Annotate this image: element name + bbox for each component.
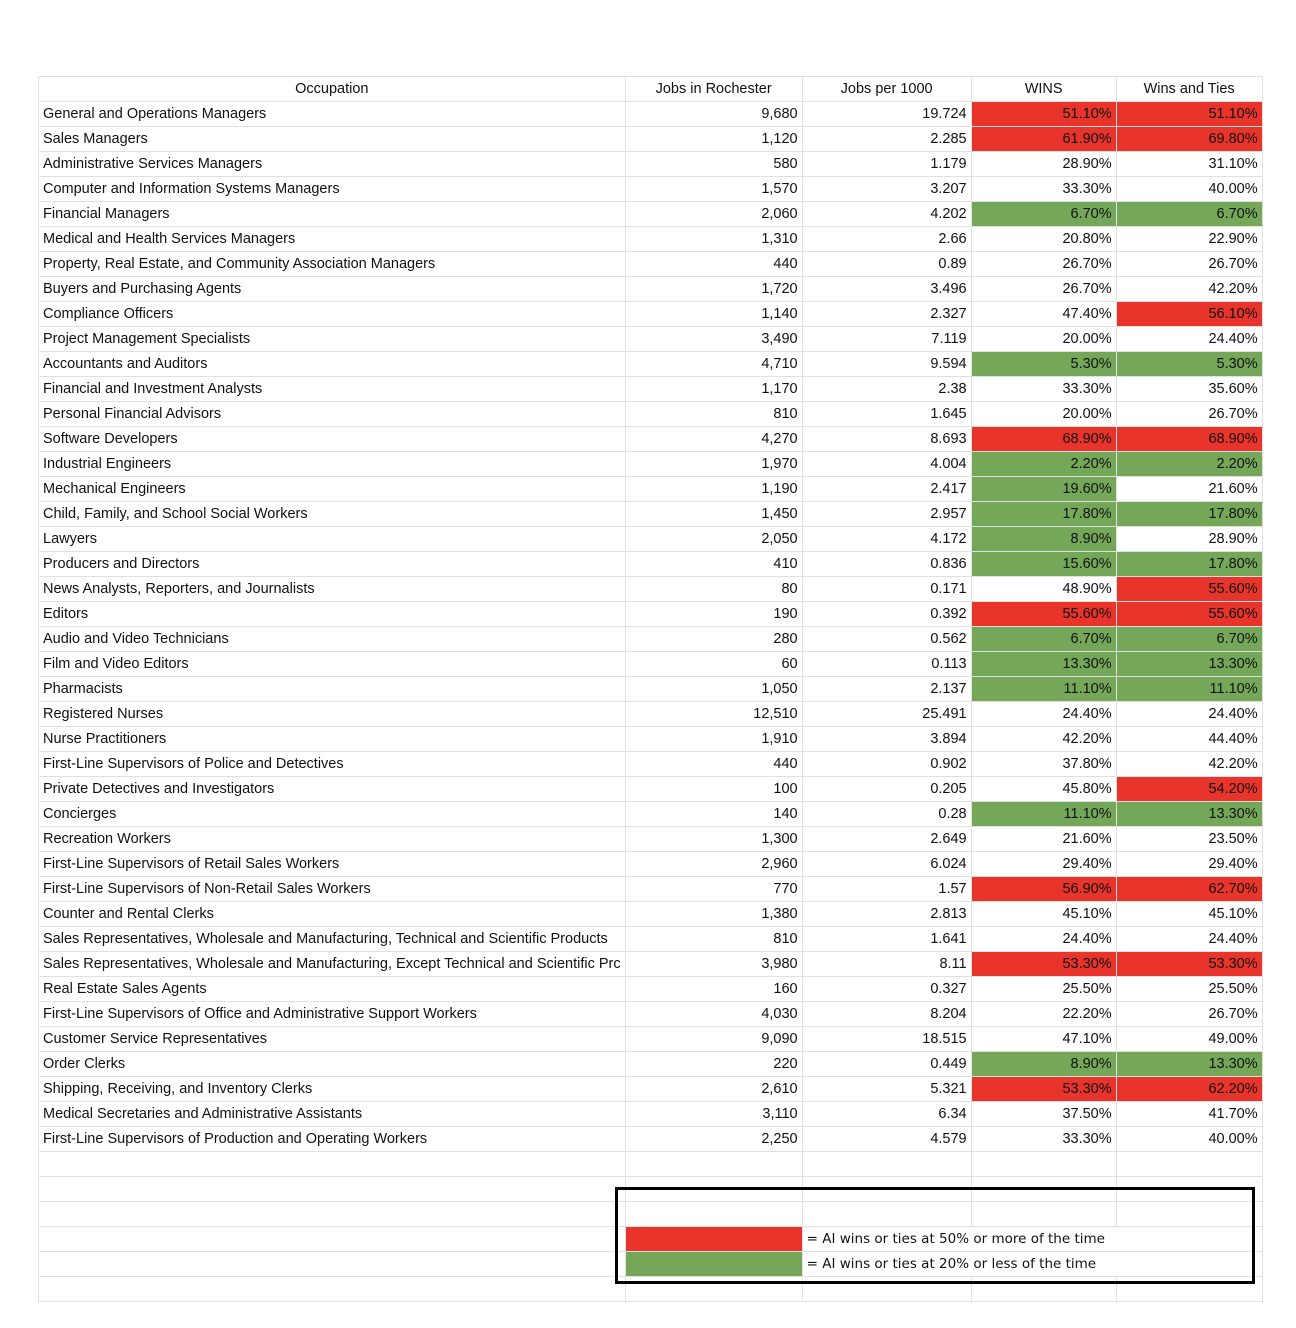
table-row <box>39 602 1263 627</box>
table-row <box>39 902 1263 927</box>
wins-cell[interactable]: 24.40% <box>971 702 1116 727</box>
empty-cell[interactable] <box>39 1227 626 1252</box>
table-row <box>39 152 1263 177</box>
wins-ties-cell[interactable]: 68.90% <box>1116 427 1262 452</box>
occupation-cell[interactable]: Accountants and Auditors <box>39 352 626 377</box>
wins-ties-cell[interactable]: 55.60% <box>1116 577 1262 602</box>
wins-cell[interactable]: 55.60% <box>971 602 1116 627</box>
wins-cell[interactable]: 21.60% <box>971 827 1116 852</box>
table-row <box>39 852 1263 877</box>
legend-row <box>39 1252 1263 1277</box>
table-row <box>39 127 1263 152</box>
occupation-cell[interactable]: First-Line Supervisors of Police and Detectives <box>39 752 626 777</box>
wins-ties-cell[interactable]: 56.10% <box>1116 302 1262 327</box>
occupation-cell[interactable]: Lawyers <box>39 527 626 552</box>
wins-cell[interactable]: 45.80% <box>971 777 1116 802</box>
table-row <box>39 452 1263 477</box>
wins-cell[interactable]: 28.90% <box>971 152 1116 177</box>
wins-ties-cell[interactable]: 40.00% <box>1116 1127 1262 1152</box>
wins-ties-cell[interactable]: 6.70% <box>1116 202 1262 227</box>
occupation-cell[interactable]: Administrative Services Managers <box>39 152 626 177</box>
jobs-cell[interactable]: 280 <box>625 627 802 652</box>
wins-cell[interactable]: 6.70% <box>971 202 1116 227</box>
empty-cell[interactable] <box>39 1177 626 1202</box>
table-row <box>39 102 1263 127</box>
wins-ties-cell[interactable]: 23.50% <box>1116 827 1262 852</box>
occupation-cell[interactable]: Property, Real Estate, and Community Association Managers <box>39 252 626 277</box>
jobs-cell[interactable]: 410 <box>625 552 802 577</box>
wins-ties-cell[interactable]: 5.30% <box>1116 352 1262 377</box>
jobs-cell[interactable]: 60 <box>625 652 802 677</box>
per1000-cell[interactable]: 3.894 <box>802 727 971 752</box>
empty-cell[interactable] <box>971 1277 1116 1302</box>
wins-ties-cell[interactable]: 62.70% <box>1116 877 1262 902</box>
jobs-cell[interactable]: 1,720 <box>625 277 802 302</box>
wins-cell[interactable]: 37.50% <box>971 1102 1116 1127</box>
occupation-cell[interactable]: Mechanical Engineers <box>39 477 626 502</box>
occupation-cell[interactable]: First-Line Supervisors of Retail Sales Workers <box>39 852 626 877</box>
empty-cell[interactable] <box>625 1152 802 1177</box>
occupation-cell[interactable]: Compliance Officers <box>39 302 626 327</box>
occupation-cell[interactable]: Buyers and Purchasing Agents <box>39 277 626 302</box>
empty-cell[interactable] <box>802 1152 971 1177</box>
spreadsheet-body <box>39 77 1263 1302</box>
occupation-cell[interactable]: Computer and Information Systems Managers <box>39 177 626 202</box>
wins-ties-cell[interactable]: 6.70% <box>1116 627 1262 652</box>
wins-cell[interactable]: 5.30% <box>971 352 1116 377</box>
empty-cell[interactable] <box>802 1202 971 1227</box>
per1000-cell[interactable]: 0.327 <box>802 977 971 1002</box>
occupation-cell[interactable]: Sales Representatives, Wholesale and Manufacturing, Except Technical and Scientific Prc <box>39 952 626 977</box>
empty-row <box>39 1202 1263 1227</box>
occupation-cell[interactable]: Private Detectives and Investigators <box>39 777 626 802</box>
wins-cell[interactable]: 47.40% <box>971 302 1116 327</box>
wins-ties-cell[interactable]: 25.50% <box>1116 977 1262 1002</box>
wins-ties-cell[interactable]: 24.40% <box>1116 702 1262 727</box>
occupation-cell[interactable]: Financial Managers <box>39 202 626 227</box>
per1000-cell[interactable]: 4.004 <box>802 452 971 477</box>
wins-ties-cell[interactable]: 41.70% <box>1116 1102 1262 1127</box>
per1000-cell[interactable]: 0.171 <box>802 577 971 602</box>
jobs-cell[interactable]: 2,250 <box>625 1127 802 1152</box>
wins-cell[interactable]: 48.90% <box>971 577 1116 602</box>
wins-cell[interactable]: 20.80% <box>971 227 1116 252</box>
per1000-cell[interactable]: 0.392 <box>802 602 971 627</box>
wins-cell[interactable]: 19.60% <box>971 477 1116 502</box>
jobs-cell[interactable]: 1,450 <box>625 502 802 527</box>
per1000-cell[interactable]: 4.172 <box>802 527 971 552</box>
wins-ties-cell[interactable]: 21.60% <box>1116 477 1262 502</box>
jobs-cell[interactable]: 1,050 <box>625 677 802 702</box>
wins-cell[interactable]: 42.20% <box>971 727 1116 752</box>
wins-cell[interactable]: 33.30% <box>971 1127 1116 1152</box>
jobs-cell[interactable]: 4,030 <box>625 1002 802 1027</box>
table-row <box>39 777 1263 802</box>
occupation-cell[interactable]: Industrial Engineers <box>39 452 626 477</box>
wins-cell[interactable]: 20.00% <box>971 327 1116 352</box>
wins-ties-cell[interactable]: 26.70% <box>1116 1002 1262 1027</box>
empty-cell[interactable] <box>39 1202 626 1227</box>
header-wins-ties[interactable]: Wins and Ties <box>1116 77 1262 102</box>
occupation-cell[interactable]: Child, Family, and School Social Workers <box>39 502 626 527</box>
empty-cell[interactable] <box>802 1177 971 1202</box>
occupation-cell[interactable]: Order Clerks <box>39 1052 626 1077</box>
jobs-cell[interactable]: 2,050 <box>625 527 802 552</box>
wins-cell[interactable]: 2.20% <box>971 452 1116 477</box>
jobs-cell[interactable]: 1,570 <box>625 177 802 202</box>
empty-cell[interactable] <box>802 1277 971 1302</box>
jobs-cell[interactable]: 1,190 <box>625 477 802 502</box>
wins-cell[interactable]: 25.50% <box>971 977 1116 1002</box>
wins-ties-cell[interactable]: 13.30% <box>1116 1052 1262 1077</box>
per1000-cell[interactable]: 2.649 <box>802 827 971 852</box>
empty-cell[interactable] <box>1116 1152 1262 1177</box>
wins-ties-cell[interactable]: 24.40% <box>1116 327 1262 352</box>
occupation-cell[interactable]: Financial and Investment Analysts <box>39 377 626 402</box>
table-row <box>39 927 1263 952</box>
table-row <box>39 302 1263 327</box>
table-row <box>39 327 1263 352</box>
spreadsheet-table <box>38 76 1263 1302</box>
jobs-cell[interactable]: 440 <box>625 752 802 777</box>
per1000-cell[interactable]: 1.645 <box>802 402 971 427</box>
per1000-cell[interactable]: 2.957 <box>802 502 971 527</box>
table-row <box>39 227 1263 252</box>
wins-ties-cell[interactable]: 26.70% <box>1116 252 1262 277</box>
occupation-cell[interactable]: Counter and Rental Clerks <box>39 902 626 927</box>
jobs-cell[interactable]: 140 <box>625 802 802 827</box>
wins-cell[interactable]: 47.10% <box>971 1027 1116 1052</box>
table-row <box>39 252 1263 277</box>
occupation-cell[interactable]: First-Line Supervisors of Production and Operating Workers <box>39 1127 626 1152</box>
jobs-cell[interactable]: 440 <box>625 252 802 277</box>
header-row <box>39 77 1263 102</box>
wins-cell[interactable]: 56.90% <box>971 877 1116 902</box>
wins-ties-cell[interactable]: 53.30% <box>1116 952 1262 977</box>
table-row <box>39 977 1263 1002</box>
wins-ties-cell[interactable]: 13.30% <box>1116 652 1262 677</box>
empty-row <box>39 1277 1263 1302</box>
jobs-cell[interactable]: 12,510 <box>625 702 802 727</box>
empty-cell[interactable] <box>1116 1252 1262 1277</box>
table-row <box>39 577 1263 602</box>
jobs-cell[interactable]: 3,110 <box>625 1102 802 1127</box>
wins-ties-cell[interactable]: 55.60% <box>1116 602 1262 627</box>
table-row <box>39 1027 1263 1052</box>
table-row <box>39 1052 1263 1077</box>
per1000-cell[interactable]: 8.204 <box>802 1002 971 1027</box>
table-row <box>39 177 1263 202</box>
legend-label: = AI wins or ties at 20% or less of the time <box>802 1252 1116 1277</box>
jobs-cell[interactable]: 3,490 <box>625 327 802 352</box>
wins-ties-cell[interactable]: 31.10% <box>1116 152 1262 177</box>
wins-ties-cell[interactable]: 26.70% <box>1116 402 1262 427</box>
wins-ties-cell[interactable]: 42.20% <box>1116 277 1262 302</box>
per1000-cell[interactable]: 18.515 <box>802 1027 971 1052</box>
wins-ties-cell[interactable]: 28.90% <box>1116 527 1262 552</box>
occupation-cell[interactable]: Personal Financial Advisors <box>39 402 626 427</box>
wins-ties-cell[interactable]: 45.10% <box>1116 902 1262 927</box>
wins-cell[interactable]: 51.10% <box>971 102 1116 127</box>
jobs-cell[interactable]: 220 <box>625 1052 802 1077</box>
wins-ties-cell[interactable]: 35.60% <box>1116 377 1262 402</box>
occupation-cell[interactable]: Medical and Health Services Managers <box>39 227 626 252</box>
jobs-cell[interactable]: 2,610 <box>625 1077 802 1102</box>
occupation-cell[interactable]: Producers and Directors <box>39 552 626 577</box>
jobs-cell[interactable]: 1,120 <box>625 127 802 152</box>
empty-cell[interactable] <box>1116 1227 1262 1252</box>
occupation-cell[interactable]: First-Line Supervisors of Office and Administrative Support Workers <box>39 1002 626 1027</box>
wins-cell[interactable]: 33.30% <box>971 377 1116 402</box>
empty-cell[interactable] <box>1116 1277 1262 1302</box>
empty-cell[interactable] <box>1116 1202 1262 1227</box>
per1000-cell[interactable]: 6.024 <box>802 852 971 877</box>
table-row <box>39 202 1263 227</box>
table-row <box>39 952 1263 977</box>
legend-row <box>39 1227 1263 1252</box>
per1000-cell[interactable]: 1.641 <box>802 927 971 952</box>
wins-cell[interactable]: 22.20% <box>971 1002 1116 1027</box>
empty-cell[interactable] <box>971 1152 1116 1177</box>
wins-cell[interactable]: 8.90% <box>971 1052 1116 1077</box>
per1000-cell[interactable]: 2.66 <box>802 227 971 252</box>
per1000-cell[interactable]: 0.562 <box>802 627 971 652</box>
table-row <box>39 1077 1263 1102</box>
wins-cell[interactable]: 11.10% <box>971 802 1116 827</box>
table-row <box>39 677 1263 702</box>
wins-cell[interactable]: 13.30% <box>971 652 1116 677</box>
wins-cell[interactable]: 45.10% <box>971 902 1116 927</box>
table-row <box>39 427 1263 452</box>
jobs-cell[interactable]: 1,140 <box>625 302 802 327</box>
occupation-cell[interactable]: Sales Managers <box>39 127 626 152</box>
table-row <box>39 652 1263 677</box>
per1000-cell[interactable]: 5.321 <box>802 1077 971 1102</box>
wins-ties-cell[interactable]: 51.10% <box>1116 102 1262 127</box>
per1000-cell[interactable]: 4.202 <box>802 202 971 227</box>
occupation-cell[interactable]: Registered Nurses <box>39 702 626 727</box>
occupation-cell[interactable]: Project Management Specialists <box>39 327 626 352</box>
per1000-cell[interactable]: 3.496 <box>802 277 971 302</box>
per1000-cell[interactable]: 2.813 <box>802 902 971 927</box>
table-row <box>39 1102 1263 1127</box>
wins-cell[interactable]: 26.70% <box>971 252 1116 277</box>
per1000-cell[interactable]: 8.11 <box>802 952 971 977</box>
table-row <box>39 802 1263 827</box>
table-row <box>39 627 1263 652</box>
per1000-cell[interactable]: 9.594 <box>802 352 971 377</box>
wins-ties-cell[interactable]: 13.30% <box>1116 802 1262 827</box>
per1000-cell[interactable]: 7.119 <box>802 327 971 352</box>
wins-ties-cell[interactable]: 24.40% <box>1116 927 1262 952</box>
table-row <box>39 1002 1263 1027</box>
occupation-cell[interactable]: General and Operations Managers <box>39 102 626 127</box>
jobs-cell[interactable]: 80 <box>625 577 802 602</box>
jobs-cell[interactable]: 4,710 <box>625 352 802 377</box>
wins-cell[interactable]: 53.30% <box>971 952 1116 977</box>
per1000-cell[interactable]: 0.89 <box>802 252 971 277</box>
wins-ties-cell[interactable]: 17.80% <box>1116 502 1262 527</box>
wins-cell[interactable]: 53.30% <box>971 1077 1116 1102</box>
legend-swatch-red <box>625 1227 802 1252</box>
occupation-cell[interactable]: Pharmacists <box>39 677 626 702</box>
jobs-cell[interactable]: 1,910 <box>625 727 802 752</box>
per1000-cell[interactable]: 0.836 <box>802 552 971 577</box>
occupation-cell[interactable]: Editors <box>39 602 626 627</box>
jobs-cell[interactable]: 2,060 <box>625 202 802 227</box>
jobs-cell[interactable]: 1,310 <box>625 227 802 252</box>
per1000-cell[interactable]: 2.38 <box>802 377 971 402</box>
empty-row <box>39 1152 1263 1177</box>
jobs-cell[interactable]: 190 <box>625 602 802 627</box>
occupation-cell[interactable]: Nurse Practitioners <box>39 727 626 752</box>
wins-cell[interactable]: 20.00% <box>971 402 1116 427</box>
jobs-cell[interactable]: 1,380 <box>625 902 802 927</box>
table-row <box>39 877 1263 902</box>
wins-cell[interactable]: 17.80% <box>971 502 1116 527</box>
per1000-cell[interactable]: 0.449 <box>802 1052 971 1077</box>
wins-ties-cell[interactable]: 2.20% <box>1116 452 1262 477</box>
header-per1000[interactable]: Jobs per 1000 <box>802 77 971 102</box>
wins-cell[interactable]: 29.40% <box>971 852 1116 877</box>
jobs-cell[interactable]: 3,980 <box>625 952 802 977</box>
table-row <box>39 827 1263 852</box>
jobs-cell[interactable]: 9,680 <box>625 102 802 127</box>
per1000-cell[interactable]: 0.205 <box>802 777 971 802</box>
table-row <box>39 502 1263 527</box>
table-row <box>39 402 1263 427</box>
per1000-cell[interactable]: 6.34 <box>802 1102 971 1127</box>
occupation-cell[interactable]: Film and Video Editors <box>39 652 626 677</box>
header-occupation[interactable]: Occupation <box>39 77 626 102</box>
empty-row <box>39 1177 1263 1202</box>
wins-cell[interactable]: 11.10% <box>971 677 1116 702</box>
per1000-cell[interactable]: 2.137 <box>802 677 971 702</box>
header-wins[interactable]: WINS <box>971 77 1116 102</box>
empty-cell[interactable] <box>39 1277 626 1302</box>
wins-ties-cell[interactable]: 42.20% <box>1116 752 1262 777</box>
occupation-cell[interactable]: Sales Representatives, Wholesale and Manufacturing, Technical and Scientific Products <box>39 927 626 952</box>
wins-ties-cell[interactable]: 11.10% <box>1116 677 1262 702</box>
table-row <box>39 727 1263 752</box>
jobs-cell[interactable]: 4,270 <box>625 427 802 452</box>
header-jobs[interactable]: Jobs in Rochester <box>625 77 802 102</box>
occupation-cell[interactable]: Customer Service Representatives <box>39 1027 626 1052</box>
per1000-cell[interactable]: 4.579 <box>802 1127 971 1152</box>
occupation-cell[interactable]: Shipping, Receiving, and Inventory Clerks <box>39 1077 626 1102</box>
wins-cell[interactable]: 6.70% <box>971 627 1116 652</box>
jobs-cell[interactable]: 160 <box>625 977 802 1002</box>
wins-ties-cell[interactable]: 54.20% <box>1116 777 1262 802</box>
jobs-cell[interactable]: 580 <box>625 152 802 177</box>
occupation-cell[interactable]: Audio and Video Technicians <box>39 627 626 652</box>
jobs-cell[interactable]: 1,970 <box>625 452 802 477</box>
jobs-cell[interactable]: 770 <box>625 877 802 902</box>
jobs-cell[interactable]: 9,090 <box>625 1027 802 1052</box>
jobs-cell[interactable]: 2,960 <box>625 852 802 877</box>
table-row <box>39 277 1263 302</box>
wins-cell[interactable]: 68.90% <box>971 427 1116 452</box>
jobs-cell[interactable]: 1,170 <box>625 377 802 402</box>
empty-cell[interactable] <box>971 1177 1116 1202</box>
wins-cell[interactable]: 37.80% <box>971 752 1116 777</box>
empty-cell[interactable] <box>971 1202 1116 1227</box>
empty-cell[interactable] <box>625 1202 802 1227</box>
wins-ties-cell[interactable]: 22.90% <box>1116 227 1262 252</box>
table-row <box>39 552 1263 577</box>
table-row <box>39 1127 1263 1152</box>
table-row <box>39 352 1263 377</box>
wins-ties-cell[interactable]: 29.40% <box>1116 852 1262 877</box>
occupation-cell[interactable]: Concierges <box>39 802 626 827</box>
wins-cell[interactable]: 33.30% <box>971 177 1116 202</box>
empty-cell[interactable] <box>1116 1177 1262 1202</box>
wins-cell[interactable]: 15.60% <box>971 552 1116 577</box>
per1000-cell[interactable]: 19.724 <box>802 102 971 127</box>
table-row <box>39 477 1263 502</box>
table-row <box>39 702 1263 727</box>
jobs-cell[interactable]: 1,300 <box>625 827 802 852</box>
per1000-cell[interactable]: 0.902 <box>802 752 971 777</box>
jobs-cell[interactable]: 810 <box>625 927 802 952</box>
occupation-cell[interactable]: Real Estate Sales Agents <box>39 977 626 1002</box>
empty-cell[interactable] <box>39 1252 626 1277</box>
per1000-cell[interactable]: 1.57 <box>802 877 971 902</box>
wins-ties-cell[interactable]: 40.00% <box>1116 177 1262 202</box>
occupation-cell[interactable]: Software Developers <box>39 427 626 452</box>
wins-cell[interactable]: 61.90% <box>971 127 1116 152</box>
wins-cell[interactable]: 8.90% <box>971 527 1116 552</box>
occupation-cell[interactable]: News Analysts, Reporters, and Journalists <box>39 577 626 602</box>
per1000-cell[interactable]: 1.179 <box>802 152 971 177</box>
wins-ties-cell[interactable]: 69.80% <box>1116 127 1262 152</box>
table-row <box>39 752 1263 777</box>
occupation-cell[interactable]: Medical Secretaries and Administrative Assistants <box>39 1102 626 1127</box>
per1000-cell[interactable]: 8.693 <box>802 427 971 452</box>
table-row <box>39 527 1263 552</box>
occupation-cell[interactable]: Recreation Workers <box>39 827 626 852</box>
legend-label: = AI wins or ties at 50% or more of the time <box>802 1227 1116 1252</box>
jobs-cell[interactable]: 100 <box>625 777 802 802</box>
wins-ties-cell[interactable]: 49.00% <box>1116 1027 1262 1052</box>
wins-ties-cell[interactable]: 62.20% <box>1116 1077 1262 1102</box>
empty-cell[interactable] <box>39 1152 626 1177</box>
per1000-cell[interactable]: 0.113 <box>802 652 971 677</box>
table-row <box>39 377 1263 402</box>
wins-ties-cell[interactable]: 17.80% <box>1116 552 1262 577</box>
wins-cell[interactable]: 24.40% <box>971 927 1116 952</box>
per1000-cell[interactable]: 2.417 <box>802 477 971 502</box>
per1000-cell[interactable]: 3.207 <box>802 177 971 202</box>
legend-swatch-green <box>625 1252 802 1277</box>
per1000-cell[interactable]: 0.28 <box>802 802 971 827</box>
empty-cell[interactable] <box>625 1177 802 1202</box>
wins-ties-cell[interactable]: 44.40% <box>1116 727 1262 752</box>
per1000-cell[interactable]: 2.327 <box>802 302 971 327</box>
wins-cell[interactable]: 26.70% <box>971 277 1116 302</box>
per1000-cell[interactable]: 2.285 <box>802 127 971 152</box>
empty-cell[interactable] <box>625 1277 802 1302</box>
jobs-cell[interactable]: 810 <box>625 402 802 427</box>
per1000-cell[interactable]: 25.491 <box>802 702 971 727</box>
occupation-cell[interactable]: First-Line Supervisors of Non-Retail Sales Workers <box>39 877 626 902</box>
